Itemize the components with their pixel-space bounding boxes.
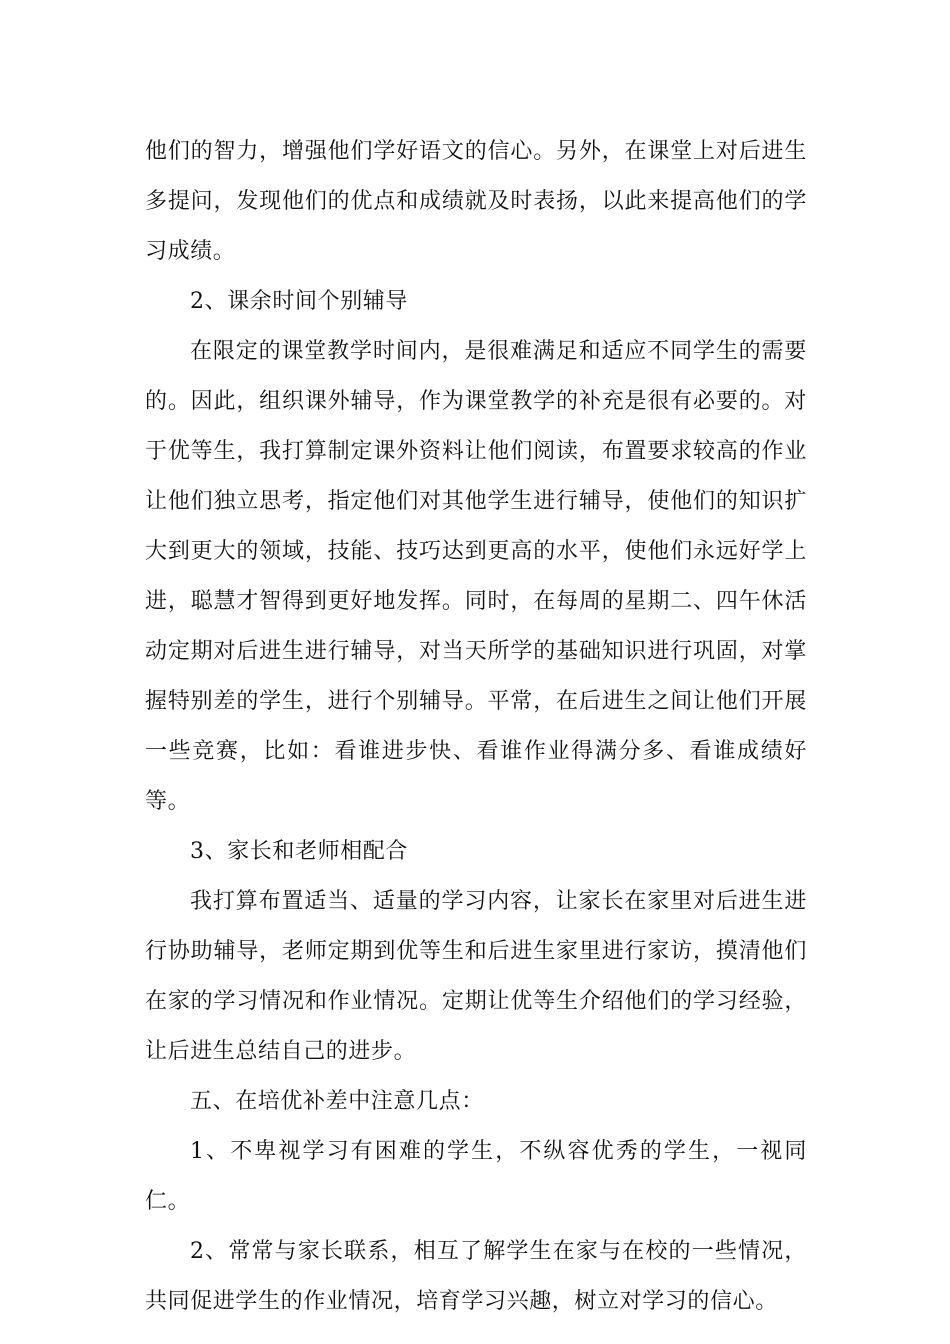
heading-after-class-tutoring: 2、课余时间个别辅导 (190, 289, 408, 314)
heading-notes: 五、在培优补差中注意几点： (190, 1089, 484, 1114)
heading-parent-teacher-cooperation: 3、家长和老师相配合 (190, 839, 408, 864)
list-item-equal-treatment: 1、不卑视学习有困难的学生，不纵容优秀的学生，一视同仁。 (145, 1139, 807, 1214)
list-item-parent-contact: 2、常常与家长联系，相互了解学生在家与在校的一些情况，共同促进学生的作业情况，培育学习兴趣，树立对学习的信心。 (145, 1239, 807, 1314)
paragraph-extracurricular-tutoring: 在限定的课堂教学时间内，是很难满足和适应不同学生的需要的。因此，组织课外辅导，作为课堂教学的补充是很有必要的。对于优等生，我打算制定课外资料让他们阅读，布置要求较高的作业让他们独立思考，指定他们对其他学生进行辅导，使他们的知识扩大到更大的领域，技能、技巧达到更高的水平，使他们永远好学上进，聪慧才智得到更好地发挥。同时，在每周的星期二、四午休活动定期对后进生进行辅导，对当天所学的基础知识进行巩固，对掌握特别差的学生，进行个别辅导。平常，在后进生之间让他们开展一些竞赛，比如：看谁进步快、看谁作业得满分多、看谁成绩好等。 (145, 339, 807, 814)
paragraph-home-visits: 我打算布置适当、适量的学习内容，让家长在家里对后进生进行协助辅导，老师定期到优等生和后进生家里进行家访，摸清他们在家的学习情况和作业情况。定期让优等生介绍他们的学习经验，让后进生总结自己的进步。 (145, 889, 807, 1064)
body-text (145, 127, 807, 1327)
paragraph-intelligence-confidence: 他们的智力，增强他们学好语文的信心。另外，在课堂上对后进生多提问，发现他们的优点和成绩就及时表扬，以此来提高他们的学习成绩。 (145, 139, 807, 264)
